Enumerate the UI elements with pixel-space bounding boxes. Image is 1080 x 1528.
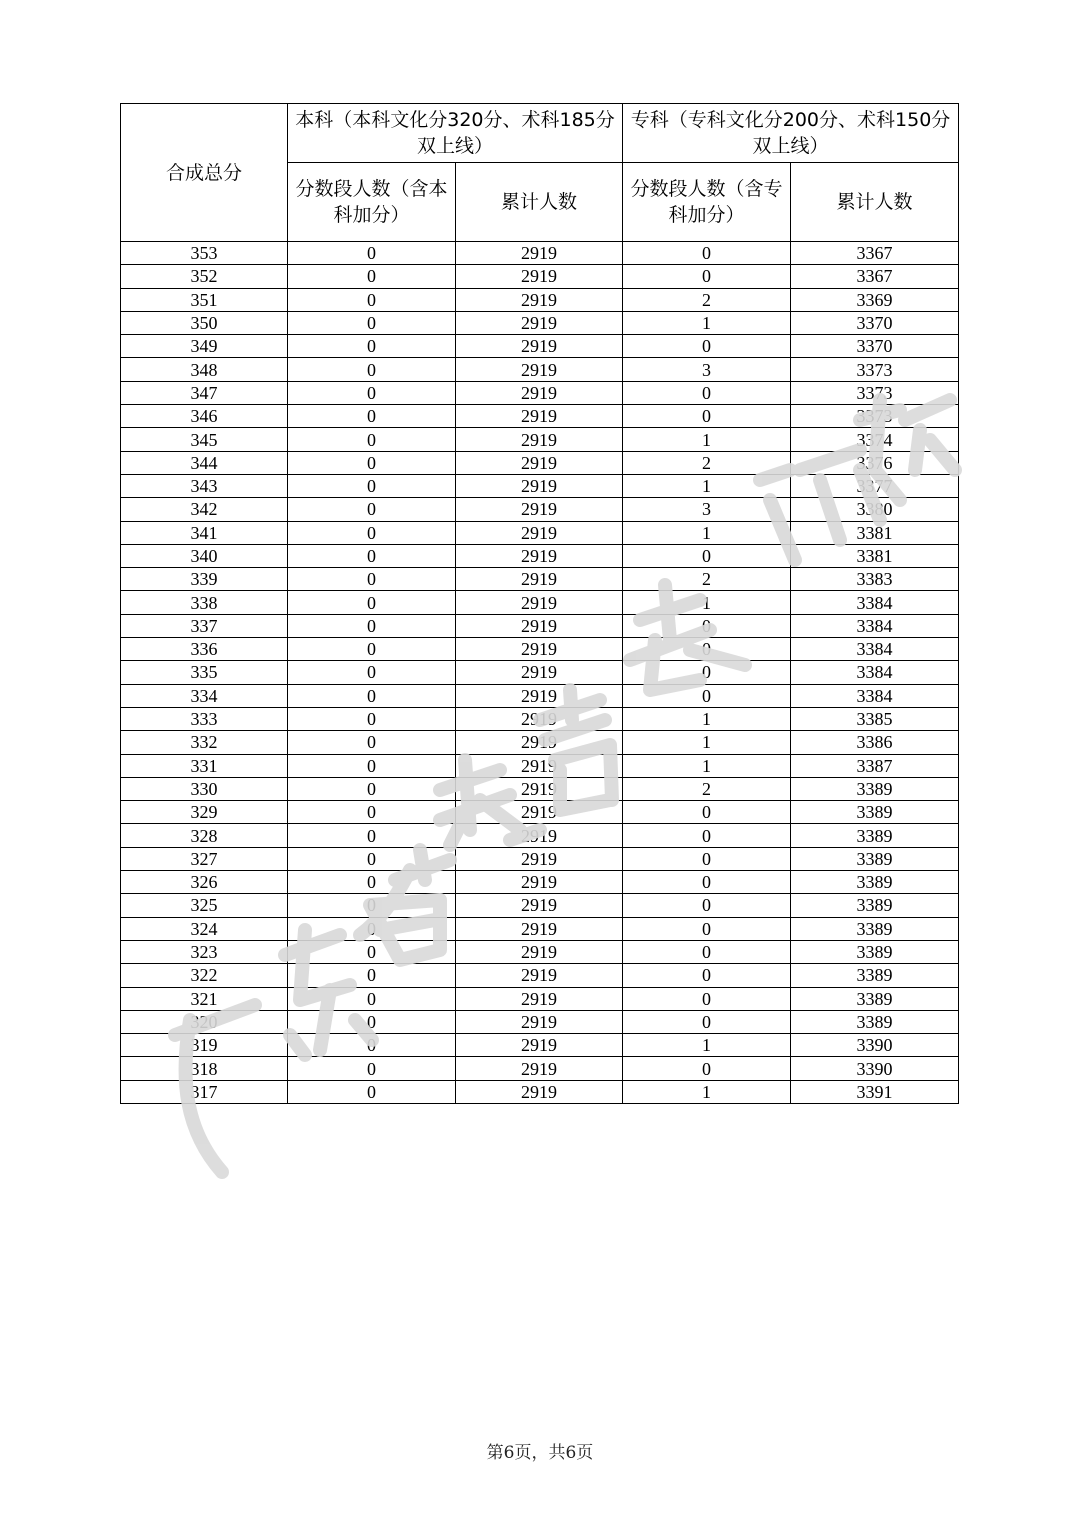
cell-total-score: 343 — [121, 474, 288, 497]
cell-benke-segment: 0 — [288, 521, 456, 544]
header-benke-cumulative: 累计人数 — [456, 163, 623, 242]
cell-benke-segment: 0 — [288, 731, 456, 754]
cell-benke-segment: 0 — [288, 288, 456, 311]
table-row — [121, 1034, 959, 1057]
cell-zhuanke-cumulative: 3384 — [791, 684, 959, 707]
cell-zhuanke-cumulative: 3384 — [791, 591, 959, 614]
cell-zhuanke-cumulative: 3376 — [791, 451, 959, 474]
cell-zhuanke-cumulative: 3373 — [791, 381, 959, 404]
cell-benke-cumulative: 2919 — [456, 801, 623, 824]
cell-zhuanke-segment: 1 — [623, 521, 791, 544]
cell-benke-cumulative: 2919 — [456, 777, 623, 800]
cell-benke-cumulative: 2919 — [456, 638, 623, 661]
cell-zhuanke-segment: 2 — [623, 451, 791, 474]
cell-zhuanke-cumulative: 3377 — [791, 474, 959, 497]
cell-benke-segment: 0 — [288, 358, 456, 381]
header-total-score: 合成总分 — [121, 104, 288, 242]
cell-zhuanke-cumulative: 3381 — [791, 544, 959, 567]
cell-benke-cumulative: 2919 — [456, 1080, 623, 1103]
cell-zhuanke-cumulative: 3380 — [791, 498, 959, 521]
cell-benke-cumulative: 2919 — [456, 661, 623, 684]
cell-total-score: 351 — [121, 288, 288, 311]
cell-zhuanke-segment: 0 — [623, 265, 791, 288]
cell-total-score: 338 — [121, 591, 288, 614]
cell-zhuanke-segment: 0 — [623, 894, 791, 917]
table-row — [121, 731, 959, 754]
cell-benke-segment: 0 — [288, 591, 456, 614]
cell-benke-cumulative: 2919 — [456, 707, 623, 730]
cell-zhuanke-segment: 0 — [623, 1010, 791, 1033]
cell-benke-cumulative: 2919 — [456, 242, 623, 265]
cell-benke-segment: 0 — [288, 1057, 456, 1080]
cell-benke-cumulative: 2919 — [456, 474, 623, 497]
cell-benke-segment: 0 — [288, 1010, 456, 1033]
cell-total-score: 339 — [121, 568, 288, 591]
header-zhuanke-group: 专科（专科文化分200分、术科150分双上线） — [623, 104, 959, 163]
header-benke-group: 本科（本科文化分320分、术科185分双上线） — [288, 104, 623, 163]
cell-benke-segment: 0 — [288, 405, 456, 428]
cell-total-score: 317 — [121, 1080, 288, 1103]
cell-zhuanke-segment: 1 — [623, 1080, 791, 1103]
cell-zhuanke-segment: 0 — [623, 824, 791, 847]
cell-zhuanke-segment: 3 — [623, 498, 791, 521]
table-row — [121, 754, 959, 777]
cell-zhuanke-cumulative: 3389 — [791, 824, 959, 847]
table-row — [121, 1057, 959, 1080]
cell-benke-cumulative: 2919 — [456, 265, 623, 288]
cell-benke-cumulative: 2919 — [456, 358, 623, 381]
cell-benke-segment: 0 — [288, 544, 456, 567]
table-row — [121, 661, 959, 684]
cell-benke-segment: 0 — [288, 964, 456, 987]
table-row — [121, 451, 959, 474]
table-row — [121, 288, 959, 311]
cell-zhuanke-cumulative: 3389 — [791, 801, 959, 824]
cell-zhuanke-segment: 0 — [623, 964, 791, 987]
table-row — [121, 544, 959, 567]
cell-total-score: 337 — [121, 614, 288, 637]
cell-benke-cumulative: 2919 — [456, 824, 623, 847]
score-distribution-table — [120, 103, 959, 1104]
table-row — [121, 871, 959, 894]
cell-benke-cumulative: 2919 — [456, 288, 623, 311]
cell-benke-cumulative: 2919 — [456, 894, 623, 917]
cell-benke-segment: 0 — [288, 871, 456, 894]
cell-total-score: 334 — [121, 684, 288, 707]
cell-total-score: 347 — [121, 381, 288, 404]
cell-benke-segment: 0 — [288, 614, 456, 637]
cell-total-score: 340 — [121, 544, 288, 567]
cell-zhuanke-cumulative: 3369 — [791, 288, 959, 311]
cell-zhuanke-cumulative: 3389 — [791, 777, 959, 800]
cell-benke-cumulative: 2919 — [456, 1034, 623, 1057]
cell-benke-segment: 0 — [288, 265, 456, 288]
table-row — [121, 521, 959, 544]
cell-zhuanke-cumulative: 3389 — [791, 847, 959, 870]
table-body — [121, 242, 959, 1104]
cell-zhuanke-segment: 1 — [623, 707, 791, 730]
cell-zhuanke-cumulative: 3381 — [791, 521, 959, 544]
table-row — [121, 777, 959, 800]
cell-total-score: 319 — [121, 1034, 288, 1057]
cell-zhuanke-cumulative: 3389 — [791, 871, 959, 894]
cell-benke-segment: 0 — [288, 638, 456, 661]
cell-benke-cumulative: 2919 — [456, 591, 623, 614]
cell-total-score: 328 — [121, 824, 288, 847]
cell-zhuanke-segment: 1 — [623, 311, 791, 334]
cell-benke-segment: 0 — [288, 568, 456, 591]
cell-zhuanke-segment: 1 — [623, 731, 791, 754]
cell-zhuanke-cumulative: 3373 — [791, 405, 959, 428]
cell-benke-cumulative: 2919 — [456, 451, 623, 474]
cell-benke-cumulative: 2919 — [456, 917, 623, 940]
cell-benke-cumulative: 2919 — [456, 428, 623, 451]
cell-benke-segment: 0 — [288, 824, 456, 847]
cell-total-score: 329 — [121, 801, 288, 824]
cell-benke-cumulative: 2919 — [456, 335, 623, 358]
cell-benke-cumulative: 2919 — [456, 405, 623, 428]
cell-total-score: 336 — [121, 638, 288, 661]
cell-zhuanke-cumulative: 3389 — [791, 987, 959, 1010]
cell-zhuanke-cumulative: 3383 — [791, 568, 959, 591]
table-row — [121, 614, 959, 637]
cell-zhuanke-segment: 0 — [623, 847, 791, 870]
cell-benke-segment: 0 — [288, 754, 456, 777]
table-row — [121, 498, 959, 521]
table-row — [121, 335, 959, 358]
cell-zhuanke-cumulative: 3374 — [791, 428, 959, 451]
cell-benke-cumulative: 2919 — [456, 987, 623, 1010]
cell-total-score: 344 — [121, 451, 288, 474]
table-row — [121, 940, 959, 963]
cell-zhuanke-cumulative: 3384 — [791, 614, 959, 637]
cell-total-score: 330 — [121, 777, 288, 800]
cell-benke-segment: 0 — [288, 498, 456, 521]
cell-zhuanke-segment: 0 — [623, 801, 791, 824]
cell-benke-cumulative: 2919 — [456, 614, 623, 637]
cell-zhuanke-cumulative: 3389 — [791, 917, 959, 940]
cell-total-score: 352 — [121, 265, 288, 288]
cell-total-score: 325 — [121, 894, 288, 917]
cell-benke-cumulative: 2919 — [456, 544, 623, 567]
table-row — [121, 381, 959, 404]
cell-zhuanke-segment: 0 — [623, 544, 791, 567]
table-row — [121, 568, 959, 591]
table-row — [121, 428, 959, 451]
cell-benke-cumulative: 2919 — [456, 964, 623, 987]
cell-total-score: 346 — [121, 405, 288, 428]
table-row — [121, 847, 959, 870]
cell-zhuanke-segment: 1 — [623, 474, 791, 497]
cell-benke-cumulative: 2919 — [456, 521, 623, 544]
cell-benke-segment: 0 — [288, 242, 456, 265]
cell-total-score: 333 — [121, 707, 288, 730]
table-row — [121, 405, 959, 428]
cell-zhuanke-cumulative: 3367 — [791, 265, 959, 288]
cell-zhuanke-segment: 2 — [623, 777, 791, 800]
table-row — [121, 987, 959, 1010]
cell-zhuanke-cumulative: 3390 — [791, 1034, 959, 1057]
cell-total-score: 331 — [121, 754, 288, 777]
cell-zhuanke-cumulative: 3391 — [791, 1080, 959, 1103]
cell-zhuanke-segment: 1 — [623, 428, 791, 451]
cell-zhuanke-segment: 0 — [623, 684, 791, 707]
cell-total-score: 327 — [121, 847, 288, 870]
table-row — [121, 265, 959, 288]
table-row — [121, 242, 959, 265]
table-row — [121, 591, 959, 614]
cell-benke-cumulative: 2919 — [456, 731, 623, 754]
cell-benke-segment: 0 — [288, 847, 456, 870]
cell-benke-cumulative: 2919 — [456, 568, 623, 591]
cell-zhuanke-segment: 0 — [623, 335, 791, 358]
cell-benke-segment: 0 — [288, 1080, 456, 1103]
cell-benke-segment: 0 — [288, 311, 456, 334]
cell-benke-segment: 0 — [288, 801, 456, 824]
cell-benke-cumulative: 2919 — [456, 871, 623, 894]
cell-zhuanke-cumulative: 3386 — [791, 731, 959, 754]
cell-benke-cumulative: 2919 — [456, 847, 623, 870]
cell-benke-cumulative: 2919 — [456, 498, 623, 521]
cell-benke-segment: 0 — [288, 451, 456, 474]
table-row — [121, 474, 959, 497]
page-footer: 第6页，共6页 — [486, 1443, 594, 1463]
cell-zhuanke-segment: 2 — [623, 288, 791, 311]
cell-benke-segment: 0 — [288, 684, 456, 707]
table-row — [121, 358, 959, 381]
cell-total-score: 324 — [121, 917, 288, 940]
table-row — [121, 824, 959, 847]
cell-benke-cumulative: 2919 — [456, 1010, 623, 1033]
cell-zhuanke-segment: 3 — [623, 358, 791, 381]
cell-total-score: 342 — [121, 498, 288, 521]
cell-zhuanke-segment: 0 — [623, 405, 791, 428]
cell-zhuanke-segment: 0 — [623, 940, 791, 963]
cell-benke-segment: 0 — [288, 777, 456, 800]
cell-total-score: 341 — [121, 521, 288, 544]
table-row — [121, 707, 959, 730]
cell-zhuanke-segment: 0 — [623, 1057, 791, 1080]
cell-zhuanke-segment: 0 — [623, 661, 791, 684]
cell-zhuanke-segment: 0 — [623, 638, 791, 661]
cell-total-score: 326 — [121, 871, 288, 894]
table-row — [121, 1010, 959, 1033]
cell-zhuanke-segment: 0 — [623, 987, 791, 1010]
cell-zhuanke-cumulative: 3385 — [791, 707, 959, 730]
cell-total-score: 335 — [121, 661, 288, 684]
table-row — [121, 894, 959, 917]
cell-benke-segment: 0 — [288, 661, 456, 684]
cell-zhuanke-cumulative: 3389 — [791, 964, 959, 987]
table-row — [121, 1080, 959, 1103]
cell-total-score: 350 — [121, 311, 288, 334]
table-row — [121, 638, 959, 661]
cell-benke-cumulative: 2919 — [456, 684, 623, 707]
cell-benke-segment: 0 — [288, 474, 456, 497]
cell-total-score: 323 — [121, 940, 288, 963]
cell-benke-cumulative: 2919 — [456, 381, 623, 404]
cell-total-score: 322 — [121, 964, 288, 987]
cell-total-score: 332 — [121, 731, 288, 754]
cell-benke-segment: 0 — [288, 940, 456, 963]
table-row — [121, 801, 959, 824]
header-benke-segment: 分数段人数（含本科加分） — [288, 163, 456, 242]
cell-zhuanke-cumulative: 3389 — [791, 1010, 959, 1033]
cell-benke-segment: 0 — [288, 917, 456, 940]
cell-total-score: 349 — [121, 335, 288, 358]
cell-total-score: 320 — [121, 1010, 288, 1033]
cell-zhuanke-cumulative: 3389 — [791, 940, 959, 963]
cell-benke-segment: 0 — [288, 707, 456, 730]
cell-benke-segment: 0 — [288, 335, 456, 358]
cell-benke-cumulative: 2919 — [456, 754, 623, 777]
cell-zhuanke-segment: 2 — [623, 568, 791, 591]
table-row — [121, 964, 959, 987]
cell-total-score: 348 — [121, 358, 288, 381]
cell-zhuanke-cumulative: 3384 — [791, 661, 959, 684]
cell-zhuanke-cumulative: 3373 — [791, 358, 959, 381]
cell-benke-cumulative: 2919 — [456, 311, 623, 334]
cell-zhuanke-cumulative: 3387 — [791, 754, 959, 777]
cell-zhuanke-segment: 0 — [623, 381, 791, 404]
cell-zhuanke-cumulative: 3367 — [791, 242, 959, 265]
cell-benke-cumulative: 2919 — [456, 940, 623, 963]
header-zhuanke-cumulative: 累计人数 — [791, 163, 959, 242]
cell-total-score: 345 — [121, 428, 288, 451]
cell-zhuanke-segment: 0 — [623, 871, 791, 894]
cell-zhuanke-cumulative: 3384 — [791, 638, 959, 661]
cell-zhuanke-segment: 0 — [623, 242, 791, 265]
cell-benke-segment: 0 — [288, 428, 456, 451]
cell-zhuanke-cumulative: 3370 — [791, 311, 959, 334]
cell-total-score: 353 — [121, 242, 288, 265]
table-row — [121, 311, 959, 334]
cell-benke-segment: 0 — [288, 1034, 456, 1057]
header-zhuanke-segment: 分数段人数（含专科加分） — [623, 163, 791, 242]
cell-total-score: 318 — [121, 1057, 288, 1080]
cell-benke-segment: 0 — [288, 381, 456, 404]
cell-zhuanke-cumulative: 3390 — [791, 1057, 959, 1080]
cell-total-score: 321 — [121, 987, 288, 1010]
cell-benke-segment: 0 — [288, 987, 456, 1010]
cell-zhuanke-segment: 1 — [623, 1034, 791, 1057]
table-row — [121, 684, 959, 707]
cell-benke-segment: 0 — [288, 894, 456, 917]
cell-zhuanke-cumulative: 3389 — [791, 894, 959, 917]
cell-zhuanke-cumulative: 3370 — [791, 335, 959, 358]
cell-zhuanke-segment: 1 — [623, 754, 791, 777]
cell-zhuanke-segment: 1 — [623, 591, 791, 614]
cell-zhuanke-segment: 0 — [623, 917, 791, 940]
cell-zhuanke-segment: 0 — [623, 614, 791, 637]
table-row — [121, 917, 959, 940]
cell-benke-cumulative: 2919 — [456, 1057, 623, 1080]
